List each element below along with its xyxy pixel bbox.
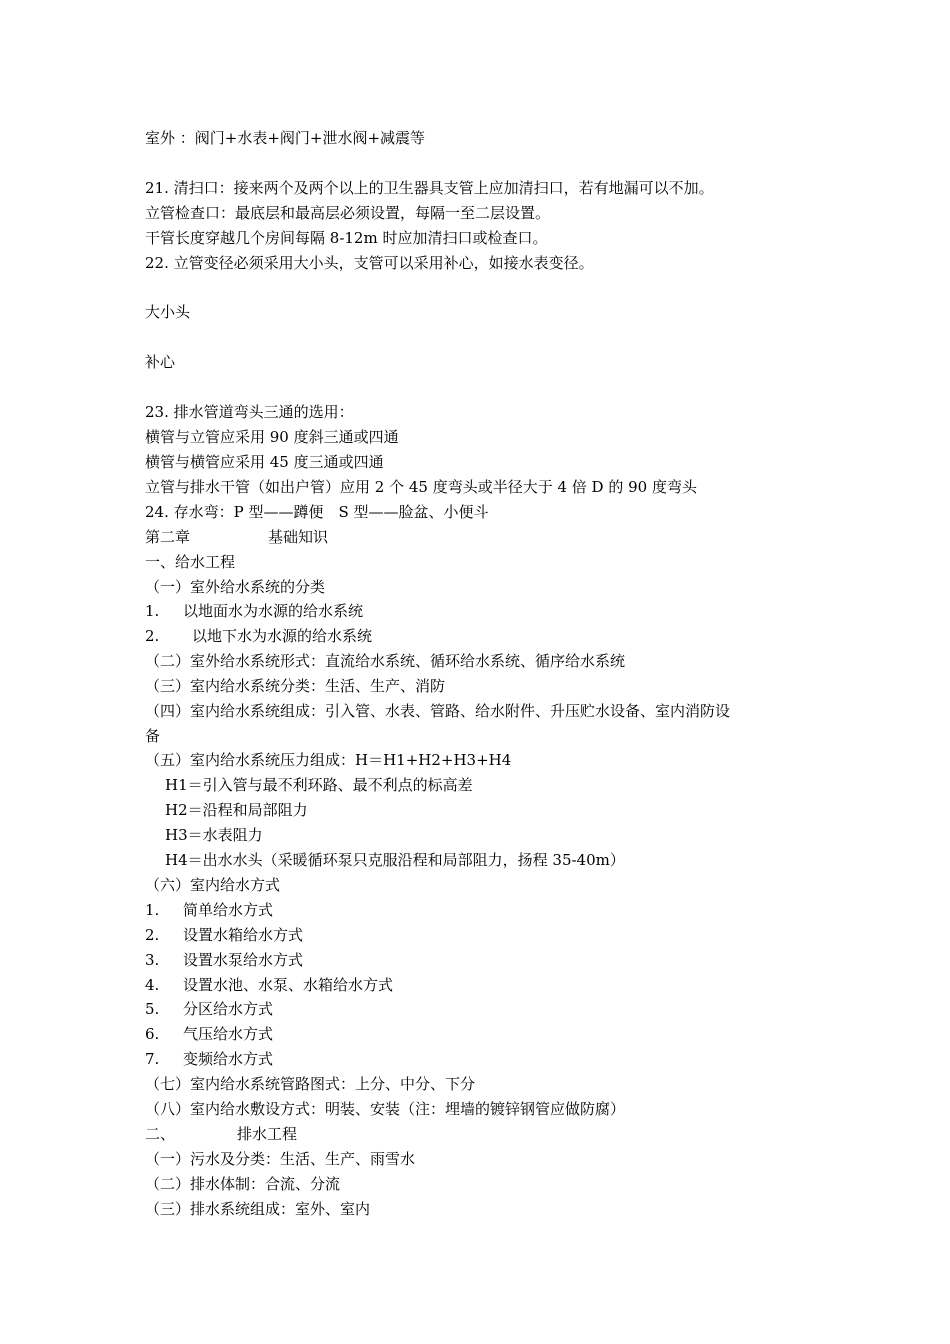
text-line: 大小头 xyxy=(145,303,191,321)
list-item xyxy=(145,1049,273,1069)
list-number: 6. xyxy=(145,1025,160,1043)
text-line: H1＝引入管与最不利环路、最不利点的标高差 xyxy=(165,776,473,794)
text-line: H2＝沿程和局部阻力 xyxy=(165,801,308,819)
text-line: 22. 立管变径必须采用大小头，支管可以采用补心，如接水表变径。 xyxy=(145,254,594,272)
text-line: 横管与横管应采用 45 度三通或四通 xyxy=(145,453,384,471)
text-line: 立管与排水干管（如出户管）应用 2 个 45 度弯头或半径大于 4 倍 D 的 90 度弯头 xyxy=(145,478,697,496)
list-item xyxy=(145,950,303,970)
text-line: H4＝出水水头（采暖循环泵只克服沿程和局部阻力，扬程 35-40m） xyxy=(165,851,625,869)
text-line: （七）室内给水系统管路图式：上分、中分、下分 xyxy=(145,1075,476,1093)
text-line: 24. 存水弯：P 型——蹲便 S 型——脸盆、小便斗 xyxy=(145,503,489,521)
section-heading xyxy=(145,1124,297,1144)
text-line: （二）室外给水系统形式：直流给水系统、循环给水系统、循序给水系统 xyxy=(145,652,626,670)
text-line: （五）室内给水系统压力组成：H＝H1+H2+H3+H4 xyxy=(145,751,512,769)
text-line: （三）排水系统组成：室外、室内 xyxy=(145,1200,371,1218)
text-line: （八）室内给水敷设方式：明装、安装（注：埋墙的镀锌钢管应做防腐） xyxy=(145,1100,626,1118)
chapter-heading xyxy=(145,527,328,547)
chapter-title: 基础知识 xyxy=(268,528,329,546)
list-text: 设置水泵给水方式 xyxy=(183,951,304,969)
list-item xyxy=(145,601,363,621)
text-line: （一）室外给水系统的分类 xyxy=(145,578,326,596)
text-line: （四）室内给水系统组成：引入管、水表、管路、给水附件、升压贮水设备、室内消防设 xyxy=(145,702,731,720)
text-line: 立管检查口：最底层和最高层必须设置，每隔一至二层设置。 xyxy=(145,204,551,222)
text-line: H3＝水表阻力 xyxy=(165,826,263,844)
list-number: 1. xyxy=(145,602,160,620)
text-line: （三）室内给水系统分类：生活、生产、消防 xyxy=(145,677,446,695)
section-title: 排水工程 xyxy=(237,1125,298,1143)
section-heading: 一、给水工程 xyxy=(145,553,236,571)
list-text: 设置水箱给水方式 xyxy=(183,926,304,944)
list-text: 以地下水为水源的给水系统 xyxy=(192,627,373,645)
list-item xyxy=(145,626,372,646)
section-number: 二、 xyxy=(145,1125,176,1143)
list-text: 变频给水方式 xyxy=(183,1050,274,1068)
list-item xyxy=(145,1024,273,1044)
text-line: （六）室内给水方式 xyxy=(145,876,281,894)
list-number: 1. xyxy=(145,901,160,919)
list-item xyxy=(145,900,273,920)
text-line: 21. 清扫口：接来两个及两个以上的卫生器具支管上应加清扫口，若有地漏可以不加。 xyxy=(145,179,714,197)
text-line: （一）污水及分类：生活、生产、雨雪水 xyxy=(145,1150,416,1168)
list-item xyxy=(145,975,393,995)
list-number: 4. xyxy=(145,976,160,994)
text-line: （二）排水体制：合流、分流 xyxy=(145,1175,341,1193)
text-line: 横管与立管应采用 90 度斜三通或四通 xyxy=(145,428,399,446)
chapter-number: 第二章 xyxy=(145,528,191,546)
list-text: 气压给水方式 xyxy=(183,1025,274,1043)
list-number: 2. xyxy=(145,627,160,645)
list-number: 5. xyxy=(145,1000,160,1018)
list-text: 简单给水方式 xyxy=(183,901,274,919)
text-line: 备 xyxy=(145,727,161,745)
list-number: 7. xyxy=(145,1050,160,1068)
text-line: 室外 ：阀门+水表+阀门+泄水阀+减震等 xyxy=(145,129,426,147)
list-item xyxy=(145,925,303,945)
list-text: 以地面水为水源的给水系统 xyxy=(183,602,364,620)
list-number: 3. xyxy=(145,951,160,969)
list-text: 设置水池、水泵、水箱给水方式 xyxy=(183,976,394,994)
list-item xyxy=(145,999,273,1019)
text-line: 补心 xyxy=(145,353,176,371)
list-text: 分区给水方式 xyxy=(183,1000,274,1018)
text-line: 干管长度穿越几个房间每隔 8-12m 时应加清扫口或检查口。 xyxy=(145,229,548,247)
text-line: 23. 排水管道弯头三通的选用： xyxy=(145,403,354,421)
list-number: 2. xyxy=(145,926,160,944)
